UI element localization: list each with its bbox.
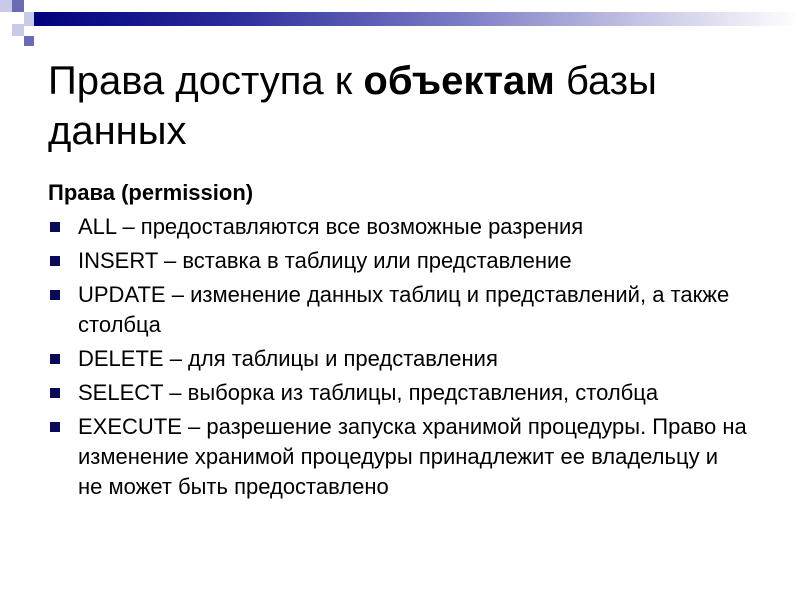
list-item: INSERT – вставка в таблицу или представление (48, 246, 748, 276)
square-bullet-icon (50, 388, 60, 398)
list-item: DELETE – для таблицы и представления (48, 344, 748, 374)
decor-square (12, 24, 24, 36)
square-bullet-icon (50, 222, 60, 232)
slide-title: Права доступа к объектам базы данных (48, 59, 657, 153)
list-item: UPDATE – изменение данных таблиц и представлений, а также столбца (48, 280, 748, 340)
decor-square (0, 0, 12, 12)
list-item: SELECT – выборка из таблицы, представления, столбца (48, 378, 748, 408)
header-gradient-bar (34, 12, 800, 26)
slide-content (48, 178, 748, 506)
decor-square (24, 36, 34, 46)
slide-title-bold: объектам (363, 59, 555, 103)
decor-square (24, 12, 34, 26)
decor-square (12, 0, 24, 12)
subheading: Права (permission) (48, 180, 254, 205)
square-bullet-icon (50, 256, 60, 266)
square-bullet-icon (50, 422, 60, 432)
list-item: ALL – предоставляются все возможные разрения (48, 212, 748, 242)
bullet-list (48, 212, 748, 502)
square-bullet-icon (50, 290, 60, 300)
square-bullet-icon (50, 354, 60, 364)
list-item: EXECUTE – разрешение запуска хранимой процедуры. Право на изменение хранимой процедуры принадлежит ее владельцу и не может быть предоставлено (48, 412, 748, 502)
